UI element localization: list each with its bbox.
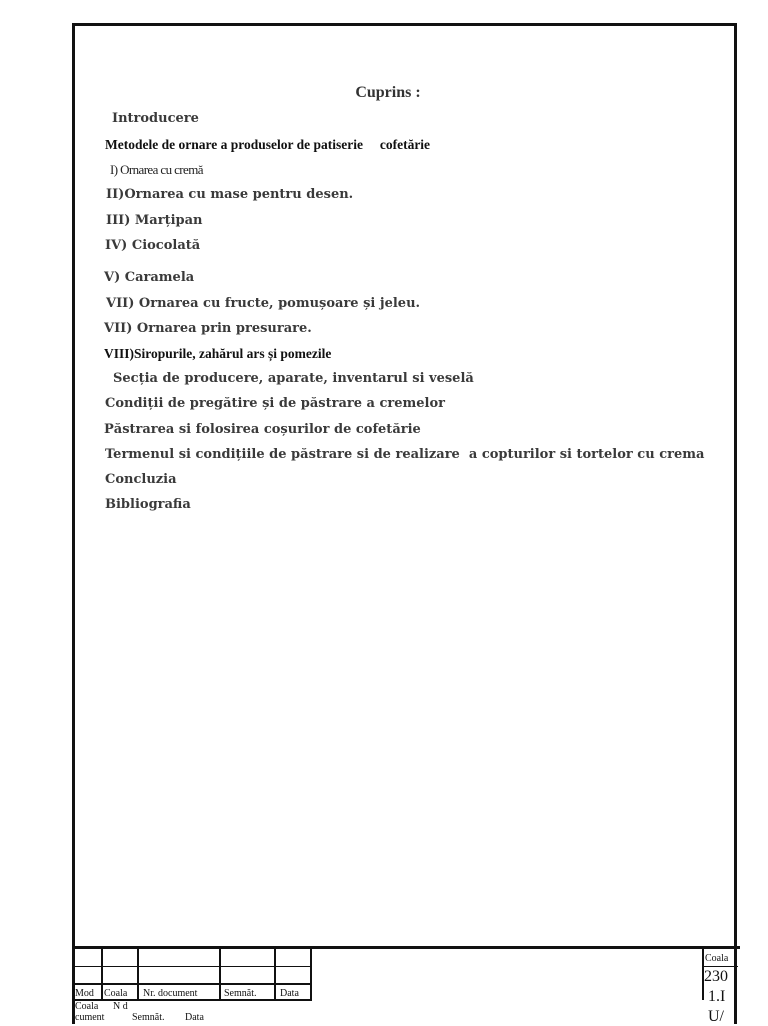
stamp-under-nd: N d <box>113 1001 128 1012</box>
toc-item-sectia: Secția de producere, aparate, inventarul si veselă <box>113 371 474 386</box>
toc-item-termenul: Termenul si condițiile de păstrare si de realizare a copturilor si tortelor cu crema <box>105 447 705 462</box>
stamp-top-border <box>72 946 740 949</box>
toc-item-martipan: III) Marțipan <box>106 213 203 228</box>
stamp-col-nr-document: Nr. document <box>143 988 198 999</box>
stamp-col-mod: Mod <box>75 988 94 999</box>
toc-item-conditii-creme: Condiții de pregătire și de păstrare a cremelor <box>105 396 445 411</box>
stamp-row-line <box>72 983 312 985</box>
stamp-col-data: Data <box>280 988 299 999</box>
stamp-under-coala: Coala <box>75 1001 99 1012</box>
toc-item-cosuri: Păstrarea si folosirea coșurilor de cofetărie <box>104 422 421 437</box>
toc-item-ciocolata: IV) Ciocolată <box>105 238 201 253</box>
stamp-under-data: Data <box>185 1012 204 1023</box>
toc-item-siropurile: VIII)Siropurile, zahărul ars și pomezile <box>104 346 332 361</box>
sheet-label: Coala <box>705 953 729 964</box>
toc-item-ornarea-crema: I) Ornarea cu cremă <box>110 162 203 177</box>
stamp-col-semnat: Semnăt. <box>224 988 257 999</box>
sheet-number-line2: 1.I <box>708 988 726 1005</box>
toc-item-presurare: VII) Ornarea prin presurare. <box>104 321 312 336</box>
stamp-row-line <box>72 999 312 1001</box>
stamp-divider <box>310 948 312 1000</box>
stamp-row-line <box>702 966 738 967</box>
toc-item-metodele: Metodele de ornare a produselor de patiserie cofetărie <box>105 137 431 152</box>
toc-item-introducere: Introducere <box>112 111 199 126</box>
stamp-divider <box>219 948 221 1000</box>
stamp-under-semnat: Semnăt. <box>132 1012 165 1023</box>
toc-item-caramela: V) Caramela <box>104 270 195 285</box>
sheet-number-line1: 230 <box>704 968 728 985</box>
toc-item-concluzia: Concluzia <box>105 472 177 487</box>
stamp-under-cument: cument <box>75 1012 105 1023</box>
stamp-divider <box>274 948 276 1000</box>
stamp-row-line <box>72 966 312 967</box>
toc-item-fructe: VII) Ornarea cu fructe, pomușoare și jeleu. <box>106 296 421 311</box>
toc-title: Cuprins : <box>355 84 421 101</box>
toc-item-mase-desen: II)Ornarea cu mase pentru desen. <box>106 187 354 202</box>
stamp-divider <box>101 948 103 1000</box>
stamp-col-coala: Coala <box>104 988 128 999</box>
stamp-divider <box>137 948 139 1000</box>
toc-item-bibliografia: Bibliografia <box>105 497 191 512</box>
sheet-number-line3: U/ <box>708 1008 724 1025</box>
